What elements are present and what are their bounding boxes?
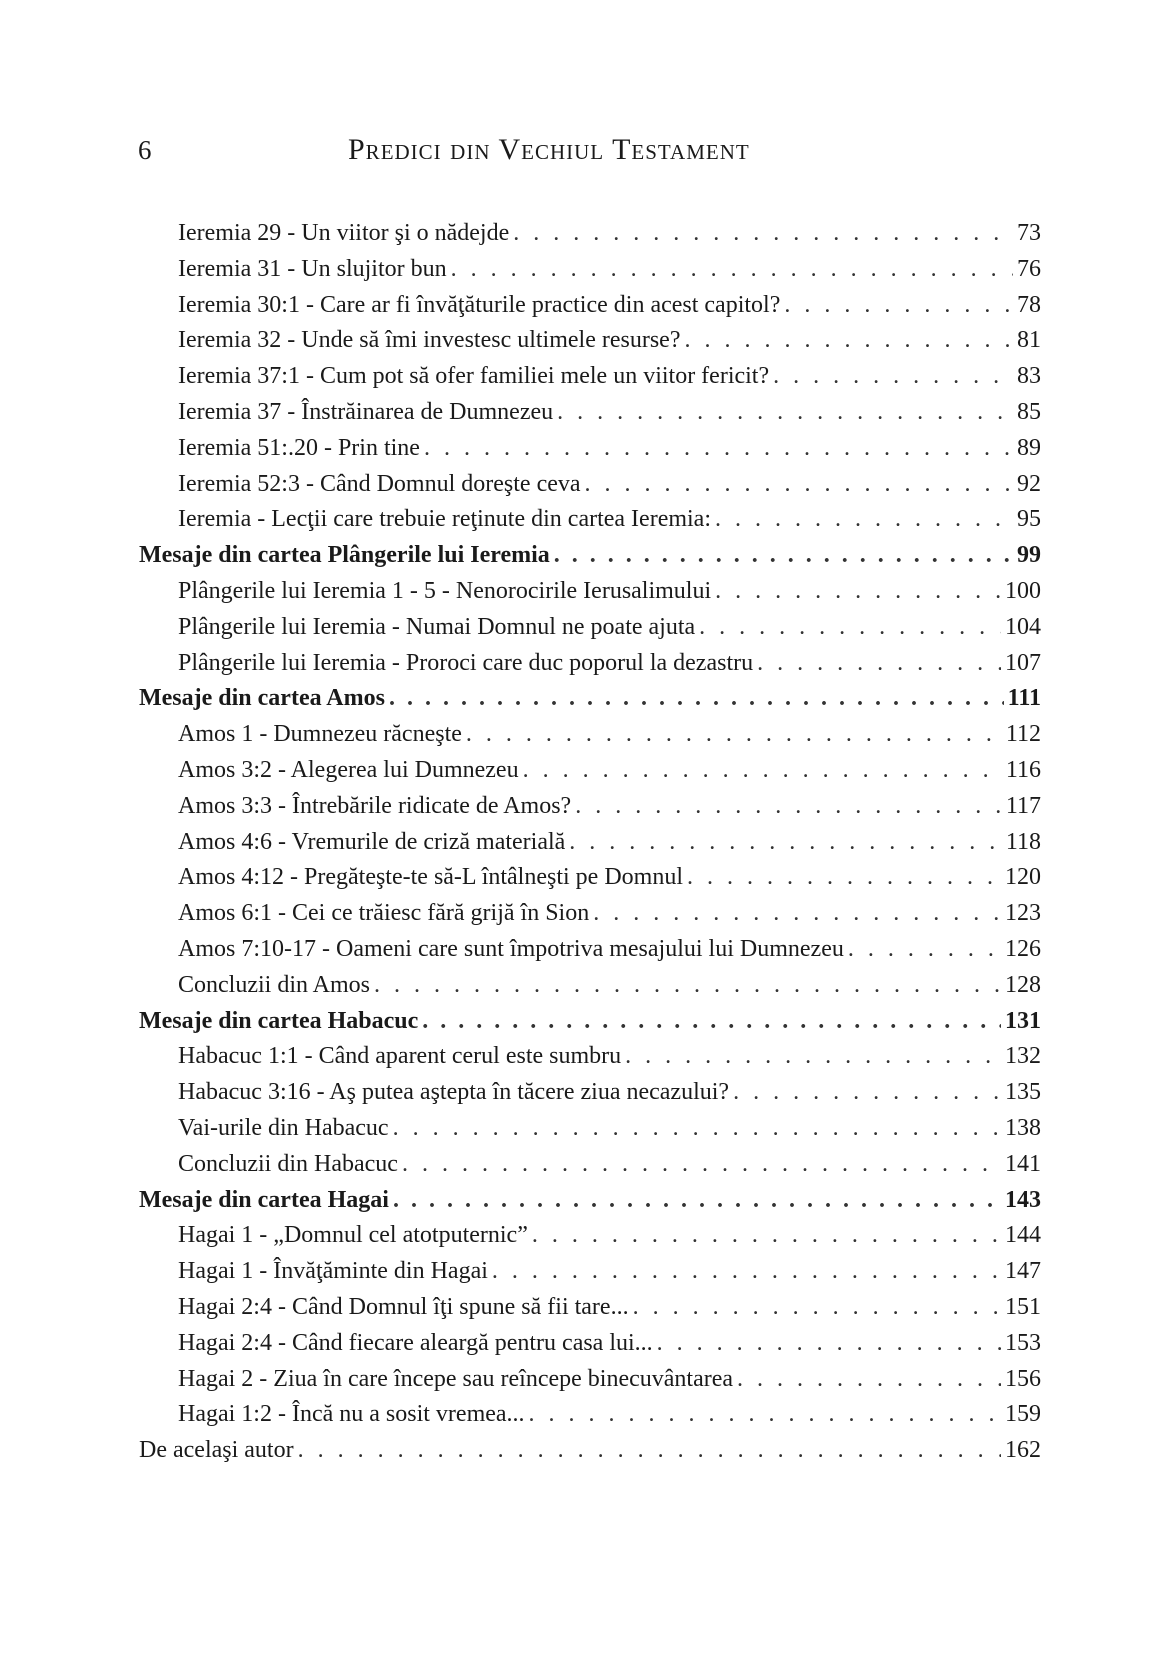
dot-leader: [298, 1433, 1001, 1469]
toc-entry-title: Hagai 2:4 - Când Domnul îţi spune să fii tare...: [178, 1293, 629, 1320]
toc-entry-title: Ieremia 30:1 - Care ar fi învăţăturile practice din acest capitol?: [178, 291, 781, 318]
toc-entry[interactable]: [139, 789, 1041, 825]
toc-page-number: 128: [1005, 971, 1041, 998]
dot-leader: [451, 252, 1013, 288]
toc-entry[interactable]: [139, 288, 1041, 324]
dot-leader: [402, 1147, 1001, 1183]
toc-entry[interactable]: [139, 502, 1041, 538]
toc-entry[interactable]: [139, 1397, 1041, 1433]
dot-leader: [569, 825, 1002, 861]
dot-leader: [424, 431, 1013, 467]
toc-entry-title: De acelaşi autor: [139, 1437, 294, 1464]
toc-page-number: 135: [1005, 1079, 1041, 1106]
toc-entry-title: Plângerile lui Ieremia - Numai Domnul ne poate ajuta: [178, 613, 696, 640]
toc-entry-title: Habacuc 3:16 - Aş putea aştepta în tăcere ziua necazului?: [178, 1079, 730, 1106]
dot-leader: [513, 216, 1013, 252]
toc-page-number: 147: [1005, 1258, 1041, 1285]
toc-entry-title: Mesaje din cartea Plângerile lui Ieremia: [139, 542, 550, 569]
toc-entry-title: Plângerile lui Ieremia - Proroci care duc poporul la dezastru: [178, 649, 754, 676]
toc-page-number: 162: [1005, 1437, 1041, 1464]
dot-leader: [633, 1290, 1001, 1326]
toc-section-entry[interactable]: [139, 1183, 1041, 1219]
dot-leader: [715, 502, 1013, 538]
toc-entry[interactable]: [139, 1218, 1041, 1254]
toc-section-entry[interactable]: [139, 681, 1041, 717]
dot-leader: [529, 1397, 1001, 1433]
toc-entry-title: Amos 7:10-17 - Oameni care sunt împotriva mesajului lui Dumnezeu: [178, 935, 844, 962]
toc-page-number: 92: [1017, 470, 1041, 497]
toc-page-number: 78: [1017, 291, 1041, 318]
toc-page-number: 153: [1005, 1329, 1041, 1356]
dot-leader: [773, 359, 1013, 395]
toc-entry-title: Hagai 2 - Ziua în care începe sau reîncepe binecuvântarea: [178, 1365, 734, 1392]
toc-entry-title: Amos 6:1 - Cei ce trăiesc fără grijă în Sion: [178, 900, 590, 927]
toc-entry-title: Concluzii din Habacuc: [178, 1150, 398, 1177]
toc-section-entry[interactable]: [139, 538, 1041, 574]
dot-leader: [737, 1362, 1001, 1398]
dot-leader: [374, 968, 1001, 1004]
dot-leader: [593, 896, 1001, 932]
toc-entry-title: Ieremia 51:.20 - Prin tine: [178, 434, 420, 461]
toc-page-number: 118: [1005, 828, 1041, 855]
toc-entry[interactable]: [139, 1326, 1041, 1362]
toc-entry[interactable]: [139, 467, 1041, 503]
toc-entry-title: Hagai 2:4 - Când fiecare aleargă pentru casa lui...: [178, 1329, 653, 1356]
toc-page-number: 144: [1005, 1222, 1041, 1249]
dot-leader: [554, 538, 1013, 574]
toc-entry-title: Amos 3:3 - Întrebările ridicate de Amos?: [178, 792, 572, 819]
toc-entry[interactable]: [139, 753, 1041, 789]
toc-page-number: 89: [1017, 434, 1041, 461]
toc-page-number: 120: [1005, 864, 1041, 891]
toc-entry-title: Mesaje din cartea Habacuc: [139, 1007, 419, 1034]
toc-entry[interactable]: [139, 1254, 1041, 1290]
page-header: [138, 130, 1038, 170]
dot-leader: [733, 1075, 1001, 1111]
toc-entry-title: Amos 4:6 - Vremurile de criză materială: [178, 828, 566, 855]
toc-page-number: 76: [1017, 255, 1041, 282]
toc-entry[interactable]: [139, 323, 1041, 359]
toc-page-number: 131: [1005, 1007, 1041, 1034]
toc-page-number: 99: [1017, 542, 1041, 569]
toc-entry-title: Ieremia 52:3 - Când Domnul doreşte ceva: [178, 470, 581, 497]
toc-entry-title: Hagai 1 - „Domnul cel atotputernic”: [178, 1222, 528, 1249]
toc-entry[interactable]: [139, 1111, 1041, 1147]
toc-entry-title: Ieremia 31 - Un slujitor bun: [178, 255, 447, 282]
toc-entry-title: Ieremia 32 - Unde să îmi investesc ultimele resurse?: [178, 327, 681, 354]
dot-leader: [422, 1004, 1001, 1040]
page-number: 6: [138, 135, 152, 165]
toc-entry[interactable]: [139, 1362, 1041, 1398]
toc-page-number: 117: [1005, 792, 1041, 819]
toc-entry[interactable]: [139, 860, 1041, 896]
dot-leader: [625, 1039, 1001, 1075]
toc-page-number: 95: [1017, 506, 1041, 533]
toc-page-number: 126: [1005, 935, 1041, 962]
toc-entry[interactable]: [139, 395, 1041, 431]
toc-page-number: 111: [1007, 685, 1041, 712]
toc-entry-title: Hagai 1 - Învăţăminte din Hagai: [178, 1258, 488, 1285]
dot-leader: [393, 1111, 1001, 1147]
running-title: Predici din Vechiul Testament: [348, 133, 750, 166]
toc-entry-title: Hagai 1:2 - Încă nu a sosit vremea...: [178, 1401, 525, 1428]
toc-page-number: 132: [1005, 1043, 1041, 1070]
toc-page-number: 141: [1005, 1150, 1041, 1177]
dot-leader: [393, 1183, 1001, 1219]
dot-leader: [466, 717, 1002, 753]
toc-entry[interactable]: [139, 1147, 1041, 1183]
toc-entry[interactable]: [139, 610, 1041, 646]
dot-leader: [687, 860, 1001, 896]
dot-leader: [757, 646, 1001, 682]
dot-leader: [585, 467, 1013, 503]
toc-entry[interactable]: [139, 574, 1041, 610]
toc-page-number: 156: [1005, 1365, 1041, 1392]
toc-entry-title: Plângerile lui Ieremia 1 - 5 - Nenorocirile Ierusalimului: [178, 577, 712, 604]
toc-page-number: 159: [1005, 1401, 1041, 1428]
toc-page-number: 107: [1005, 649, 1041, 676]
toc-entry[interactable]: [139, 431, 1041, 467]
dot-leader: [492, 1254, 1001, 1290]
toc-entry[interactable]: [139, 717, 1041, 753]
dot-leader: [557, 395, 1013, 431]
toc-entry-title: Ieremia 37:1 - Cum pot să ofer familiei mele un viitor fericit?: [178, 363, 770, 390]
toc-entry[interactable]: [139, 359, 1041, 395]
toc-entry-title: Mesaje din cartea Amos: [139, 685, 385, 712]
toc-page-number: 83: [1017, 363, 1041, 390]
dot-leader: [389, 681, 1004, 717]
dot-leader: [532, 1218, 1001, 1254]
toc-entry[interactable]: [139, 825, 1041, 861]
toc-entry[interactable]: [139, 896, 1041, 932]
dot-leader: [715, 574, 1001, 610]
dot-leader: [848, 932, 1001, 968]
toc-page-number: 85: [1017, 398, 1041, 425]
toc-page-number: 123: [1005, 900, 1041, 927]
toc-entry-title: Amos 4:12 - Pregăteşte-te să-L întâlneşti pe Domnul: [178, 864, 683, 891]
toc-entry-title: Ieremia 37 - Înstrăinarea de Dumnezeu: [178, 398, 554, 425]
toc-entry[interactable]: [139, 216, 1041, 252]
toc-section-entry[interactable]: [139, 1004, 1041, 1040]
toc-page-number: 73: [1017, 220, 1041, 246]
toc-page-number: 138: [1005, 1114, 1041, 1141]
dot-leader: [784, 288, 1013, 324]
toc-page-number: 100: [1005, 577, 1041, 604]
toc-entry-title: Ieremia - Lecţii care trebuie reţinute din cartea Ieremia:: [178, 506, 712, 533]
toc-entry[interactable]: [139, 968, 1041, 1004]
toc-page-number: 112: [1005, 721, 1041, 748]
toc-entry[interactable]: [139, 1290, 1041, 1326]
toc-section-entry[interactable]: [139, 1433, 1041, 1469]
toc-page-number: 116: [1005, 756, 1041, 783]
toc-entry-title: Concluzii din Amos: [178, 971, 370, 998]
toc-entry[interactable]: [139, 252, 1041, 288]
toc-entry-title: Vai-urile din Habacuc: [178, 1114, 389, 1141]
toc-entry[interactable]: [139, 932, 1041, 968]
toc-entry-title: Amos 3:2 - Alegerea lui Dumnezeu: [178, 756, 519, 783]
dot-leader: [523, 753, 1002, 789]
dot-leader: [685, 323, 1014, 359]
table-of-contents: [139, 216, 1041, 1469]
dot-leader: [699, 610, 1001, 646]
toc-page-number: 104: [1005, 613, 1041, 640]
dot-leader: [657, 1326, 1001, 1362]
toc-page-number: 151: [1005, 1293, 1041, 1320]
toc-entry[interactable]: [139, 1039, 1041, 1075]
toc-entry-title: Ieremia 29 - Un viitor şi o nădejde: [178, 220, 510, 246]
dot-leader: [575, 789, 1002, 825]
toc-entry-title: Mesaje din cartea Hagai: [139, 1186, 389, 1213]
toc-entry[interactable]: [139, 1075, 1041, 1111]
toc-entry-title: Amos 1 - Dumnezeu răcneşte: [178, 721, 462, 748]
toc-page-number: 143: [1005, 1186, 1041, 1213]
toc-entry-title: Habacuc 1:1 - Când aparent cerul este sumbru: [178, 1043, 622, 1070]
toc-entry[interactable]: [139, 646, 1041, 682]
toc-page-number: 81: [1017, 327, 1041, 354]
